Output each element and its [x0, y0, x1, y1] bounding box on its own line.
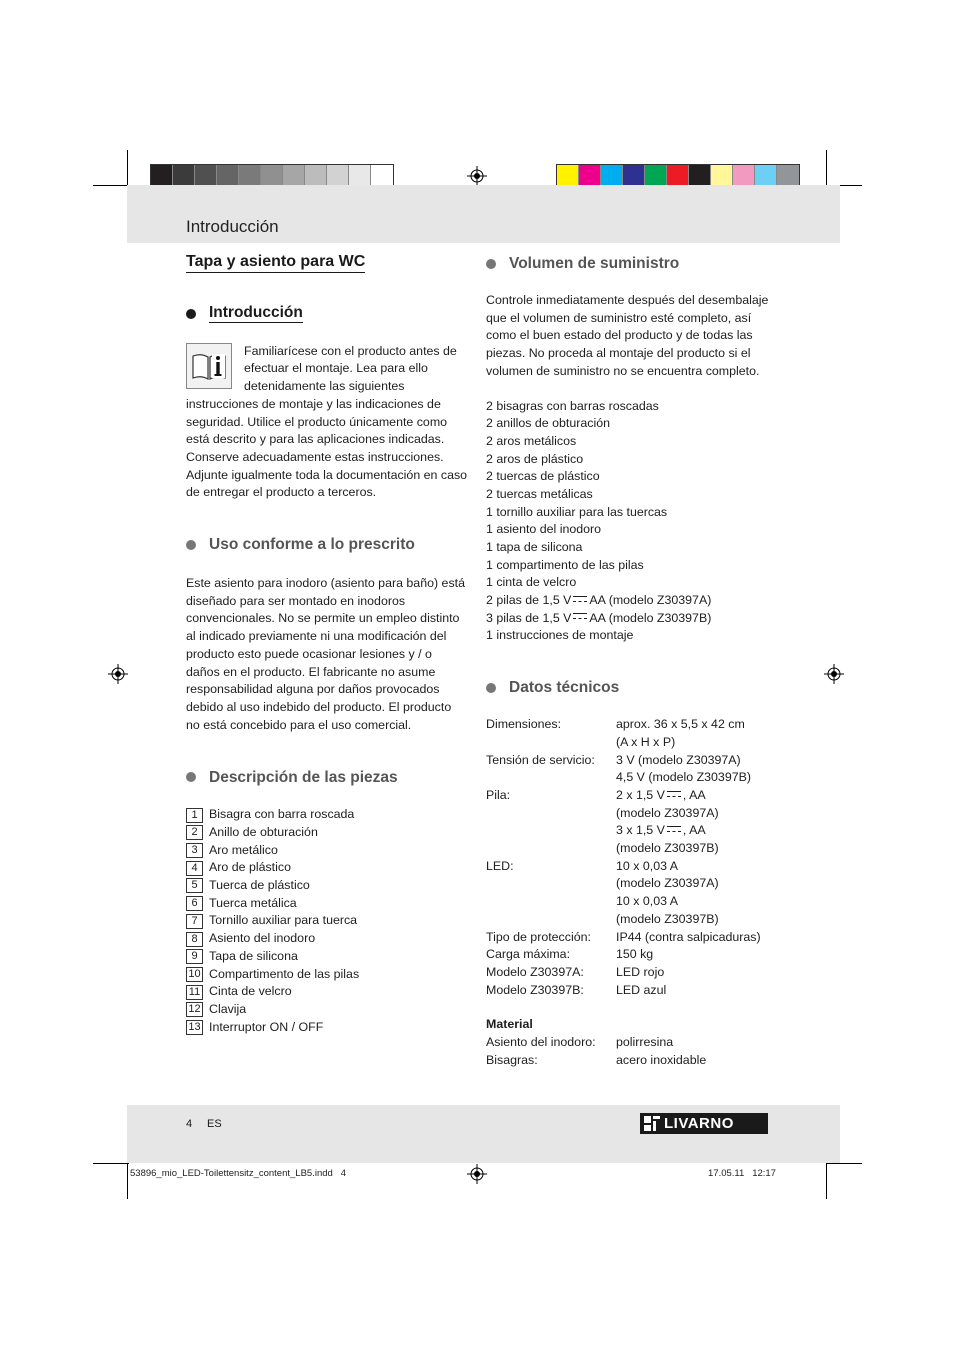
intro-heading: [186, 303, 468, 325]
registration-mark-icon: [467, 166, 487, 186]
part-number: 9: [186, 949, 203, 964]
supply-text: Controle inmediatamente después del desembalaje que el volumen de suministro esté completo, así como el buen estado del producto y de todas las piezas. No proceda al montaje del producto si el volumen de suministro no se encuentra completo.: [486, 293, 769, 378]
list-item: 1 cinta de velcro: [486, 575, 577, 590]
list-item: [186, 983, 468, 1001]
page-header-title: Introducción: [186, 217, 279, 236]
color-swatch: [557, 165, 579, 187]
list-item: 1 compartimento de las pilas: [486, 557, 644, 572]
parts-heading: [186, 766, 468, 788]
spec-row: Tensión de servicio: 3 V (modelo Z30397A) 4,5 V (modelo Z30397B): [486, 752, 751, 785]
intended-use-text: Este asiento para inodoro (asiento para baño) está diseñado para ser montado en inodoros convencionales. No se permite un empleo distinto al indicado previamente ni una modificación del producto esto puede ocasionar lesiones y / o daños en el producto. El fabricante no asume responsabilidad alguna por daños provocados debido al uso indebido del producto. El producto no está concebido para el uso comercial.: [186, 576, 465, 732]
part-number: 4: [186, 861, 203, 876]
part-number: 1: [186, 808, 203, 823]
list-item: 1 tornillo auxiliar para las tuercas: [486, 504, 668, 519]
crop-mark: [127, 150, 128, 186]
dc-symbol-icon: [667, 791, 681, 797]
part-label: Tornillo auxiliar para tuerca: [209, 913, 358, 928]
tech-heading-label: Datos técnicos: [509, 679, 620, 697]
brand-logo: [640, 1113, 768, 1134]
color-swatch: [195, 165, 217, 187]
list-item: 2 aros de plástico: [486, 451, 584, 466]
bullet-icon: [186, 309, 196, 319]
list-item: [186, 1001, 468, 1019]
part-label: Clavija: [209, 1001, 247, 1016]
spec-row: Carga máxima: 150 kg: [486, 947, 654, 962]
language-code: ES: [207, 1118, 222, 1130]
part-label: Compartimento de las pilas: [209, 966, 360, 981]
list-item: 2 aros metálicos: [486, 433, 577, 448]
list-item: [186, 966, 468, 984]
list-item: 3 pilas de 1,5 V AA (modelo Z30397B): [486, 610, 712, 625]
tech-specs: [486, 716, 776, 1069]
part-label: Aro de plástico: [209, 860, 291, 875]
color-swatch: [623, 165, 645, 187]
dc-symbol-icon: [573, 613, 587, 619]
list-item: [186, 877, 468, 895]
spec-row: Dimensiones: aprox. 36 x 5,5 x 42 cm (A x H x P): [486, 717, 745, 749]
info-book-icon: [186, 343, 232, 389]
registration-mark-icon: [108, 664, 128, 684]
color-swatch: [579, 165, 601, 187]
part-label: Tuerca metálica: [209, 895, 297, 910]
part-number: 2: [186, 825, 203, 840]
intended-use-heading-label: Uso conforme a lo prescrito: [209, 536, 415, 554]
part-label: Asiento del inodoro: [209, 931, 316, 946]
part-number: 5: [186, 878, 203, 893]
list-item: 1 tapa de silicona: [486, 540, 583, 555]
intro-heading-label: Introducción: [209, 304, 303, 322]
intro-text: Familiarícese con el producto antes de efectuar el montaje. Lea para ello detenidamente las siguientes instrucciones de montaje y las indicaciones de seguridad. Utilice el producto únicamente como está descrito y para las aplicaciones indicadas. Conserve adecuadamente estas instrucciones. Adjunte igualmente toda la documentación en caso de entregar el producto a terceros.: [186, 343, 468, 500]
list-item: [186, 1019, 468, 1037]
spec-row: Pila: 2 x 1,5 V , AA (modelo Z30397A) 3 x 1,5 V , AA (modelo Z30397B): [486, 787, 719, 856]
color-swatch: [283, 165, 305, 187]
list-item: 2 pilas de 1,5 V AA (modelo Z30397A): [486, 593, 712, 608]
color-swatch: [733, 165, 755, 187]
color-swatch: [667, 165, 689, 187]
supply-heading: [486, 253, 776, 275]
color-swatch: [151, 165, 173, 187]
crop-mark: [127, 1163, 128, 1199]
part-number: 8: [186, 932, 203, 947]
tech-heading: [486, 677, 776, 699]
page-number: 4: [186, 1118, 193, 1130]
part-number: 10: [186, 967, 203, 982]
slug-filename: 53896_mio_LED-Toilettensitz_content_LB5.indd 4: [130, 1168, 347, 1179]
spec-row: Modelo Z30397B: LED azul: [486, 982, 667, 997]
dc-symbol-icon: [667, 826, 681, 832]
crop-mark: [826, 1163, 862, 1164]
supply-list: [486, 398, 776, 593]
tech-rows: [486, 929, 776, 1000]
spec-row: Asiento del inodoro: polirresina: [486, 1035, 674, 1050]
material-heading: Material: [486, 1017, 533, 1032]
dc-symbol-icon: [573, 596, 587, 602]
spec-row: Modelo Z30397A: LED rojo: [486, 964, 665, 979]
color-swatch: [645, 165, 667, 187]
part-number: 13: [186, 1020, 203, 1035]
color-swatch: [777, 165, 799, 187]
part-label: Tuerca de plástico: [209, 878, 310, 893]
list-item: 2 anillos de obturación: [486, 416, 610, 431]
part-label: Aro metálico: [209, 842, 278, 857]
left-column: [186, 253, 468, 1036]
document-title: Tapa y asiento para WC: [186, 253, 365, 273]
color-swatch: [261, 165, 283, 187]
bullet-icon: [486, 259, 496, 269]
parts-heading-label: Descripción de las piezas: [209, 768, 398, 786]
color-swatch: [305, 165, 327, 187]
list-item: [186, 859, 468, 877]
bullet-icon: [486, 683, 496, 693]
list-item: 2 tuercas de plástico: [486, 469, 600, 484]
brand-logo-text: LIVARNO: [664, 1115, 734, 1132]
part-label: Cinta de velcro: [209, 984, 292, 999]
part-label: Interruptor ON / OFF: [209, 1019, 324, 1034]
crop-mark: [93, 185, 129, 186]
list-item: 1 asiento del inodoro: [486, 522, 602, 537]
spec-row: Tipo de protección: IP44 (contra salpicaduras): [486, 929, 761, 944]
color-swatch: [755, 165, 777, 187]
list-item: 2 bisagras con barras roscadas: [486, 398, 659, 413]
material-rows: [486, 1034, 776, 1069]
crop-mark: [826, 1163, 827, 1199]
part-label: Bisagra con barra roscada: [209, 807, 355, 822]
parts-list: [186, 806, 468, 1036]
list-item: [186, 948, 468, 966]
color-swatch: [601, 165, 623, 187]
part-label: Anillo de obturación: [209, 825, 318, 840]
list-item: [186, 895, 468, 913]
intended-use-heading: [186, 534, 468, 556]
spec-row: LED: 10 x 0,03 A (modelo Z30397A) 10 x 0,03 A (modelo Z30397B): [486, 858, 719, 926]
registration-mark-icon: [467, 1164, 487, 1184]
slug-date: 17.05.11 12:17: [708, 1168, 776, 1179]
color-swatch: [689, 165, 711, 187]
list-item: [186, 806, 468, 824]
supply-list-batteries: [486, 592, 776, 645]
color-swatch: [371, 165, 393, 187]
list-item: 2 tuercas metálicas: [486, 486, 593, 501]
bullet-icon: [186, 540, 196, 550]
list-item: 1 instrucciones de montaje: [486, 628, 634, 643]
color-swatch: [217, 165, 239, 187]
color-swatch: [239, 165, 261, 187]
color-swatch: [349, 165, 371, 187]
part-number: 11: [186, 985, 203, 1000]
livarno-logo-icon: [644, 1116, 660, 1131]
crop-mark: [826, 150, 827, 186]
list-item: [186, 930, 468, 948]
part-number: 6: [186, 896, 203, 911]
bullet-icon: [186, 772, 196, 782]
color-swatch: [327, 165, 349, 187]
list-item: [186, 824, 468, 842]
spec-row: Bisagras: acero inoxidable: [486, 1052, 707, 1067]
crop-mark: [93, 1163, 129, 1164]
intro-section: [186, 343, 468, 502]
part-label: Tapa de silicona: [209, 948, 298, 963]
color-swatch: [711, 165, 733, 187]
registration-mark-icon: [824, 664, 844, 684]
right-column: [486, 253, 776, 1070]
supply-heading-label: Volumen de suministro: [509, 255, 680, 273]
part-number: 3: [186, 843, 203, 858]
color-swatch: [173, 165, 195, 187]
list-item: [186, 842, 468, 860]
part-number: 12: [186, 1002, 203, 1017]
list-item: [186, 912, 468, 930]
part-number: 7: [186, 914, 203, 929]
